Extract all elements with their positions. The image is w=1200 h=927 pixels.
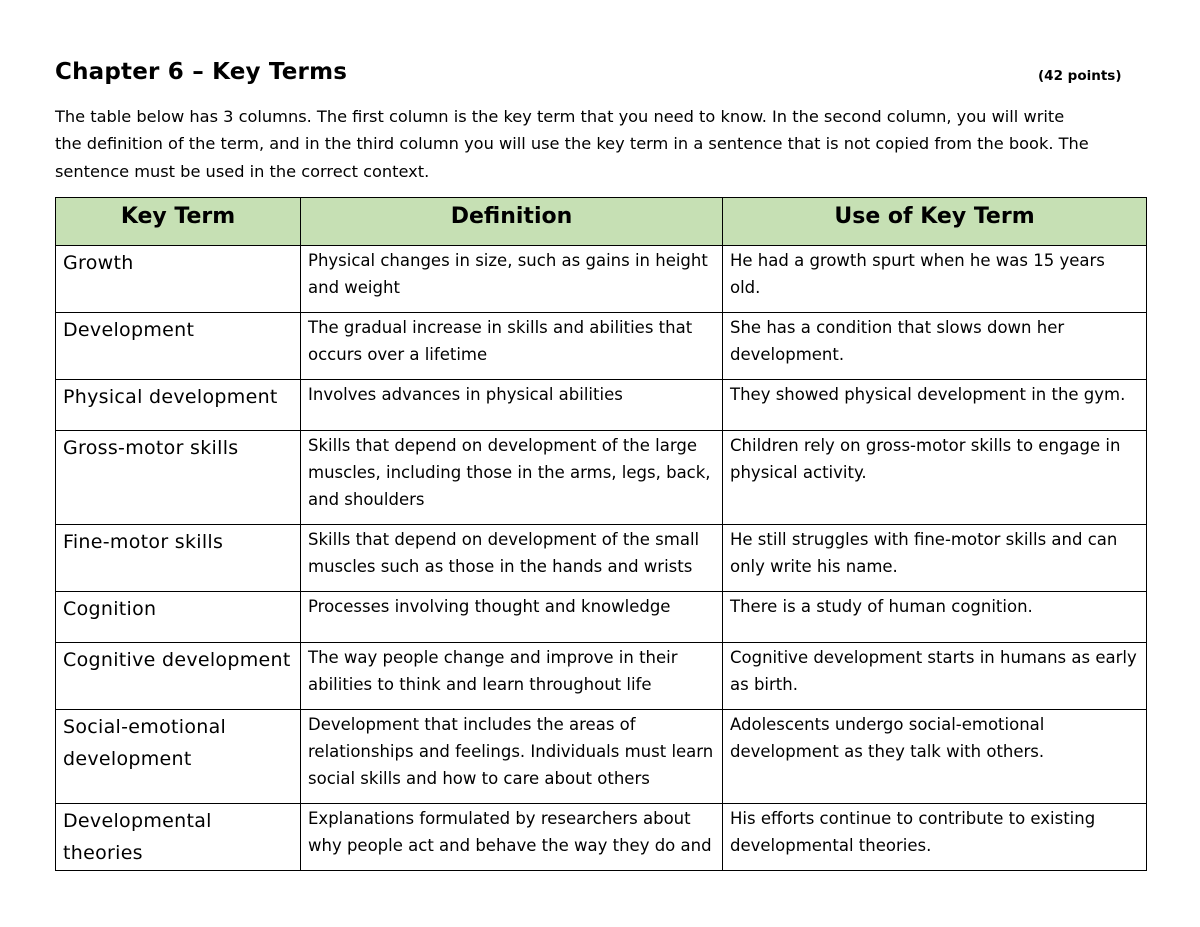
definition-cell: Development that includes the areas of relationships and feelings. Individuals must learn social skills and how to care about others — [301, 710, 723, 804]
definition-cell: Physical changes in size, such as gains in height and weight — [301, 246, 723, 313]
points-label: (42 points) — [1038, 68, 1122, 84]
key-term-cell: Cognitive development — [56, 643, 301, 710]
definition-cell: Skills that depend on development of the large muscles, including those in the arms, legs, back, and shoulders — [301, 431, 723, 525]
key-term-cell: Physical development — [56, 380, 301, 431]
table-row — [56, 643, 1147, 710]
definition-cell: Explanations formulated by researchers about why people act and behave the way they do and — [301, 804, 723, 871]
key-term-cell: Gross-motor skills — [56, 431, 301, 525]
table-row — [56, 525, 1147, 592]
key-terms-table — [55, 197, 1147, 871]
usage-sentence-cell: His efforts continue to contribute to existing developmental theories. — [723, 804, 1147, 871]
table-row — [56, 431, 1147, 525]
instructions-line: the definition of the term, and in the third column you will use the key term in a sentence that is not copied from the book. The — [55, 134, 1089, 154]
definition-cell: The gradual increase in skills and abilities that occurs over a lifetime — [301, 313, 723, 380]
table-header-row — [56, 198, 1147, 246]
key-term-cell: Growth — [56, 246, 301, 313]
instructions-line: sentence must be used in the correct context. — [55, 161, 430, 181]
table-row — [56, 710, 1147, 804]
instructions-line: The table below has 3 columns. The first column is the key term that you need to know. In the second column, you will write — [55, 107, 1065, 126]
usage-sentence-cell: They showed physical development in the gym. — [723, 380, 1147, 431]
usage-sentence-cell: She has a condition that slows down her development. — [723, 313, 1147, 380]
usage-sentence-cell: He still struggles with fine-motor skills and can only write his name. — [723, 525, 1147, 592]
usage-sentence-cell: Children rely on gross-motor skills to engage in physical activity. — [723, 431, 1147, 525]
table-row — [56, 313, 1147, 380]
key-term-cell: Cognition — [56, 592, 301, 643]
definition-cell: The way people change and improve in their abilities to think and learn throughout life — [301, 643, 723, 710]
key-term-cell: Development — [56, 313, 301, 380]
table-row — [56, 592, 1147, 643]
document-title: Chapter 6 – Key Terms — [55, 59, 348, 85]
definition-cell: Involves advances in physical abilities — [301, 380, 723, 431]
table-row — [56, 804, 1147, 871]
usage-sentence-cell: He had a growth spurt when he was 15 years old. — [723, 246, 1147, 313]
definition-cell: Processes involving thought and knowledge — [301, 592, 723, 643]
key-term-cell: Developmental theories — [56, 804, 301, 871]
usage-sentence-cell: There is a study of human cognition. — [723, 592, 1147, 643]
table-row — [56, 246, 1147, 313]
usage-sentence-cell: Adolescents undergo social-emotional development as they talk with others. — [723, 710, 1147, 804]
definition-cell: Skills that depend on development of the small muscles such as those in the hands and wrists — [301, 525, 723, 592]
usage-sentence-cell: Cognitive development starts in humans as early as birth. — [723, 643, 1147, 710]
column-header-definition: Definition — [301, 198, 723, 246]
column-header-use: Use of Key Term — [723, 198, 1147, 246]
table-row — [56, 380, 1147, 431]
column-header-key-term: Key Term — [56, 198, 301, 246]
key-term-cell: Social-emotional development — [56, 710, 301, 804]
key-term-cell: Fine-motor skills — [56, 525, 301, 592]
instructions-paragraph — [55, 103, 1155, 185]
